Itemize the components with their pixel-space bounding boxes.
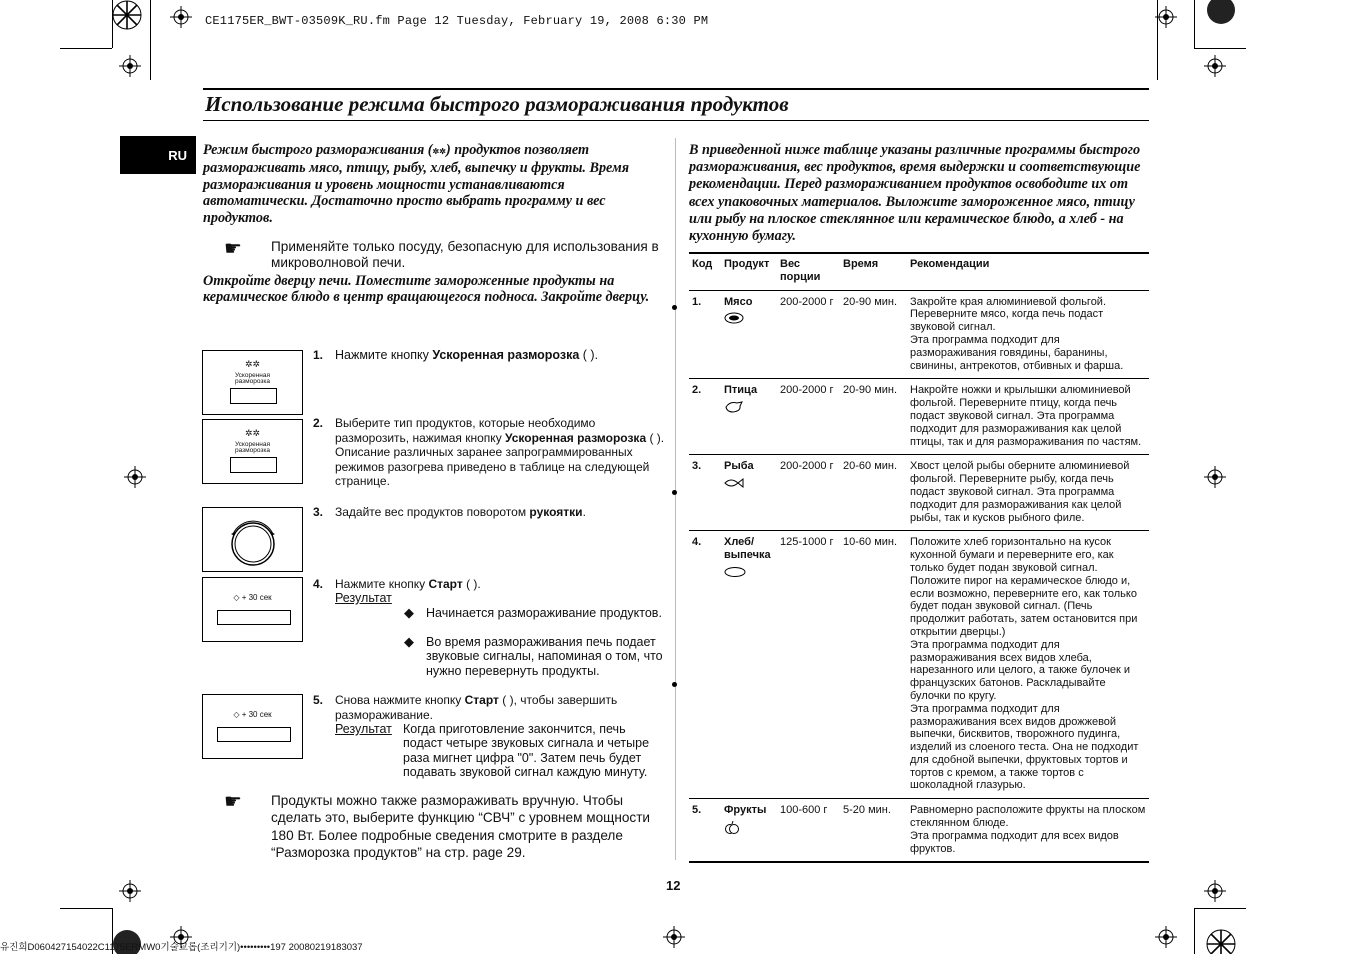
dial-knob-icon — [225, 512, 281, 568]
panel-label-line2: разморозка — [235, 378, 270, 385]
note-safe-dishes: Применяйте только посуду, безопасную для использования в микроволновой печи. — [271, 239, 659, 270]
row-time: 20-90 мин. — [843, 384, 898, 397]
registration-mark-icon — [124, 466, 146, 488]
product-name: Рыба — [724, 460, 754, 473]
diamond-bullet-icon: ◆ — [404, 605, 414, 620]
step-post: . — [582, 505, 586, 519]
page-number: 12 — [666, 878, 681, 893]
row-product — [721, 799, 777, 863]
step-extra: Описание различных заранее запрограммированных режимов разогрева приведено в таблице на следующей странице. — [335, 445, 650, 489]
registration-mark-icon — [119, 55, 141, 77]
print-footer: 유진희D060427154022C1175ERMW0기술교롭(조리기기)•••••••••197 20080219183037 — [0, 942, 363, 953]
title-bottom-rule — [203, 120, 1149, 121]
registration-mark-icon — [1204, 55, 1226, 77]
table-row — [689, 379, 1149, 455]
crop-mark — [1194, 0, 1195, 48]
defrost-button — [230, 388, 277, 404]
snowflake-icon: ✲✲ — [244, 428, 261, 438]
row-code: 3. — [692, 460, 702, 473]
step-pre: Выберите тип продуктов, которые необходимо разморозить, нажимая кнопку — [335, 416, 596, 445]
row-recommendation: Закройте края алюминиевой фольгой. Переверните мясо, когда печь подаст звуковой сигнал. Эта программа подходит для размораживания говядины, баранины, свинины, антрекотов, отбивных и фарша. — [910, 295, 1124, 372]
start-label-text: + 30 сек — [241, 710, 272, 719]
step5-result: Когда приготовление закончится, печь подаст четыре звуковых сигнала и четыре раза мигнет цифра "0". Затем печь будет подавать звуковой сигнал каждую минуту. — [403, 722, 650, 780]
row-weight: 200-2000 г — [780, 384, 834, 397]
row-code: 1. — [692, 295, 702, 308]
step-post: ( ). — [462, 577, 481, 591]
column-header: Код — [692, 258, 713, 270]
start-button — [217, 727, 291, 742]
crop-mark — [1194, 908, 1195, 954]
pointing-hand-icon: ☛ — [224, 791, 242, 813]
margin-dot — [672, 305, 677, 310]
bread-icon — [724, 566, 746, 578]
row-time: 20-60 мин. — [843, 460, 898, 473]
step-text — [335, 505, 665, 520]
registration-mark-icon — [1155, 926, 1177, 948]
row-product — [721, 455, 777, 531]
page-title: Использование режима быстрого размораживания продуктов — [205, 92, 789, 116]
row-weight: 200-2000 г — [780, 460, 834, 473]
defrost-table — [689, 252, 1149, 863]
step-post: ( ), чтобы завершить размораживание. — [335, 693, 618, 722]
step-text — [335, 416, 665, 489]
control-panel-illustration — [202, 419, 303, 484]
pointing-hand-icon: ☛ — [224, 238, 242, 260]
start-panel-illustration — [202, 577, 303, 642]
step-pre: Нажмите кнопку — [335, 348, 433, 362]
row-time: 10-60 мин. — [843, 536, 898, 549]
intro-line1: Режим быстрого размораживания ( — [203, 142, 433, 158]
crop-mark — [150, 0, 151, 80]
registration-mark-icon — [663, 926, 685, 948]
step-text — [335, 348, 665, 363]
product-name: Фрукты — [724, 804, 767, 817]
table-row — [689, 455, 1149, 531]
table-row — [689, 799, 1149, 863]
margin-dot — [672, 490, 677, 495]
registration-mark-icon — [1204, 880, 1226, 902]
control-panel-illustration — [202, 350, 303, 415]
title-top-rule — [203, 88, 1149, 90]
file-header: CE1175ER_BWT-03509K_RU.fm Page 12 Tuesday, February 19, 2008 6:30 PM — [205, 14, 709, 28]
step-bold: Ускоренная разморозка — [432, 348, 580, 362]
table-row — [689, 290, 1149, 379]
row-recommendation: Накройте ножки и крылышки алюминиевой фольгой. Переверните птицу, когда печь подаст звуковой сигнал. Эта программа подходит для размораживания как целой птицы, так и для размораживания по частям. — [910, 384, 1142, 448]
registration-mark-icon — [1155, 6, 1177, 28]
column-header: Рекомендации — [910, 258, 990, 270]
panel-label-line2: разморозка — [235, 447, 270, 454]
start-label-text: + 30 сек — [241, 593, 272, 602]
table-header-row — [689, 253, 1149, 290]
snowflake-icon: ✲✲ — [244, 359, 261, 369]
step-post: ( ). — [646, 430, 665, 445]
row-weight: 125-1000 г — [780, 536, 834, 549]
row-code: 5. — [692, 804, 702, 817]
step-number: 1. — [313, 348, 324, 362]
row-product — [721, 290, 777, 379]
product-name: Мясо — [724, 295, 753, 308]
calibration-wheel-icon — [112, 0, 142, 30]
table-row — [689, 531, 1149, 799]
table-intro: В приведенной ниже таблице указаны различные программы быстрого размораживания, вес продуктов, время выдержки и соответствующие рекомендации. Перед размораживанием продуктов освободите их от всех упаковочных материалов. Выложите замороженное мясо, птицу или рыбу на плоское стеклянное или керамическое блюдо, а хлеб - на кухонную бумагу. — [689, 142, 1141, 245]
column-header: Время — [843, 258, 879, 270]
row-recommendation: Равномерно расположите фрукты на плоском стеклянном блюде. Эта программа подходит для всех видов фруктов. — [910, 804, 1146, 855]
panel-start-label: ◇ + 30 сек — [233, 593, 272, 602]
note-manual-defrost: Продукты можно также размораживать вручную. Чтобы сделать это, выберите функцию “СВЧ” с уровнем мощности 180 Вт. Более подробные сведения смотрите в разделе “Разморозка продуктов” на стр. page 29. — [271, 793, 651, 861]
row-code: 4. — [692, 536, 702, 549]
panel-start-label: ◇ + 30 сек — [233, 710, 272, 719]
step-text — [335, 693, 665, 722]
crop-mark — [60, 908, 112, 909]
margin-dot — [672, 682, 677, 687]
registration-mark-icon — [1204, 466, 1226, 488]
row-weight: 200-2000 г — [780, 295, 834, 308]
result-label: Результат — [335, 591, 392, 605]
language-tab: RU — [120, 136, 196, 174]
diamond-bullet-icon: ◆ — [404, 634, 414, 649]
step-pre: Задайте вес продуктов поворотом — [335, 505, 530, 519]
column-header: Продукт — [724, 258, 770, 270]
row-recommendation: Положите хлеб горизонтально на кусок кухонной бумаги и переверните его, как только будет подан звуковой сигнал. Положите пирог на керамическое блюдо и, если возможно, переверните его, как только будет подан звуковой сигнал. (Печь продолжит работать, затем остановится при открытии дверцы.) Эта программа подходит для размораживания всех видов хлеба, нарезанного или целого, а также булочек и французских батонов. Раскладывайте булочки по кругу. Эта программа подходит для размораживания всех видов дрожжевой выпечки, бисквитов, творожного пудинга, изделий из слоеного теста. Она не подходит для сдобной выпечки, фруктовых тортов и тортов с кремом, а также тортов с шоколадной глазурью. — [910, 536, 1139, 792]
row-weight: 100-600 г — [780, 804, 828, 817]
step-text — [335, 577, 665, 592]
product-name: Птица — [724, 384, 758, 397]
step-bold: Ускоренная разморозка — [505, 430, 647, 445]
row-code: 2. — [692, 384, 702, 397]
crop-mark — [1194, 48, 1246, 49]
calibration-wheel-icon — [1206, 928, 1236, 954]
step-bold: Старт — [428, 577, 463, 591]
step-pre: Снова нажмите кнопку — [335, 693, 465, 707]
step4-bullet: Во время размораживания печь подает звуковые сигналы, напоминая о том, что нужно перевернуть продукты. — [426, 635, 663, 678]
registration-mark-icon — [170, 6, 192, 28]
result-label: Результат — [335, 722, 392, 736]
intro-rest: размораживать мясо, птицу, рыбу, хлеб, выпечку и фрукты. Время размораживания и уровень мощности устанавливаются автоматически. Достаточно просто выбрать программу и вес продуктов. — [203, 160, 630, 226]
row-time: 5-20 мин. — [843, 804, 891, 817]
crop-mark — [60, 48, 112, 49]
meat-icon — [724, 312, 744, 324]
open-door-instruction: Откройте дверцу печи. Поместите замороженные продукты на керамическое блюдо в центр вращающегося подноса. Закройте дверцу. — [203, 273, 650, 306]
step4-bullet: Начинается размораживание продуктов. — [426, 606, 662, 620]
start-button — [217, 610, 291, 625]
step-number: 5. — [313, 693, 324, 707]
calibration-disc-icon — [1206, 0, 1236, 26]
start-panel-illustration — [202, 694, 303, 759]
registration-mark-icon — [119, 880, 141, 902]
step-post: ( ). — [579, 348, 599, 362]
poultry-icon — [724, 401, 744, 413]
row-time: 20-90 мин. — [843, 295, 898, 308]
step-number: 3. — [313, 505, 324, 519]
intro-paragraph — [203, 142, 663, 226]
defrost-button-icon: ✲✲ — [432, 147, 446, 156]
column-header: Вес порции — [780, 258, 821, 283]
row-product — [721, 379, 777, 455]
defrost-button — [230, 457, 277, 473]
row-recommendation: Хвост целой рыбы оберните алюминиевой фольгой. Переверните рыбу, когда печь подаст звуковой сигнал. Эта программа подходит для размораживания как целой рыбы, так и кусков рыбного филе. — [910, 460, 1130, 524]
fruit-icon — [724, 821, 740, 835]
step-pre: Нажмите кнопку — [335, 577, 429, 591]
step-number: 4. — [313, 577, 324, 591]
product-name: Хлеб/ выпечка — [724, 536, 771, 562]
row-product — [721, 531, 777, 799]
panel-label-line1: Ускоренная — [234, 372, 271, 379]
step-bold: рукоятки — [529, 505, 583, 519]
fish-icon — [724, 477, 744, 489]
crop-mark — [1194, 908, 1246, 909]
step-bold: Старт — [464, 693, 499, 707]
column-divider — [675, 138, 676, 860]
step-number: 2. — [313, 416, 324, 430]
panel-label-line1: Ускоренная — [234, 441, 271, 448]
intro-line1b: ) продуктов позволяет — [445, 142, 590, 158]
dial-illustration — [202, 507, 303, 572]
